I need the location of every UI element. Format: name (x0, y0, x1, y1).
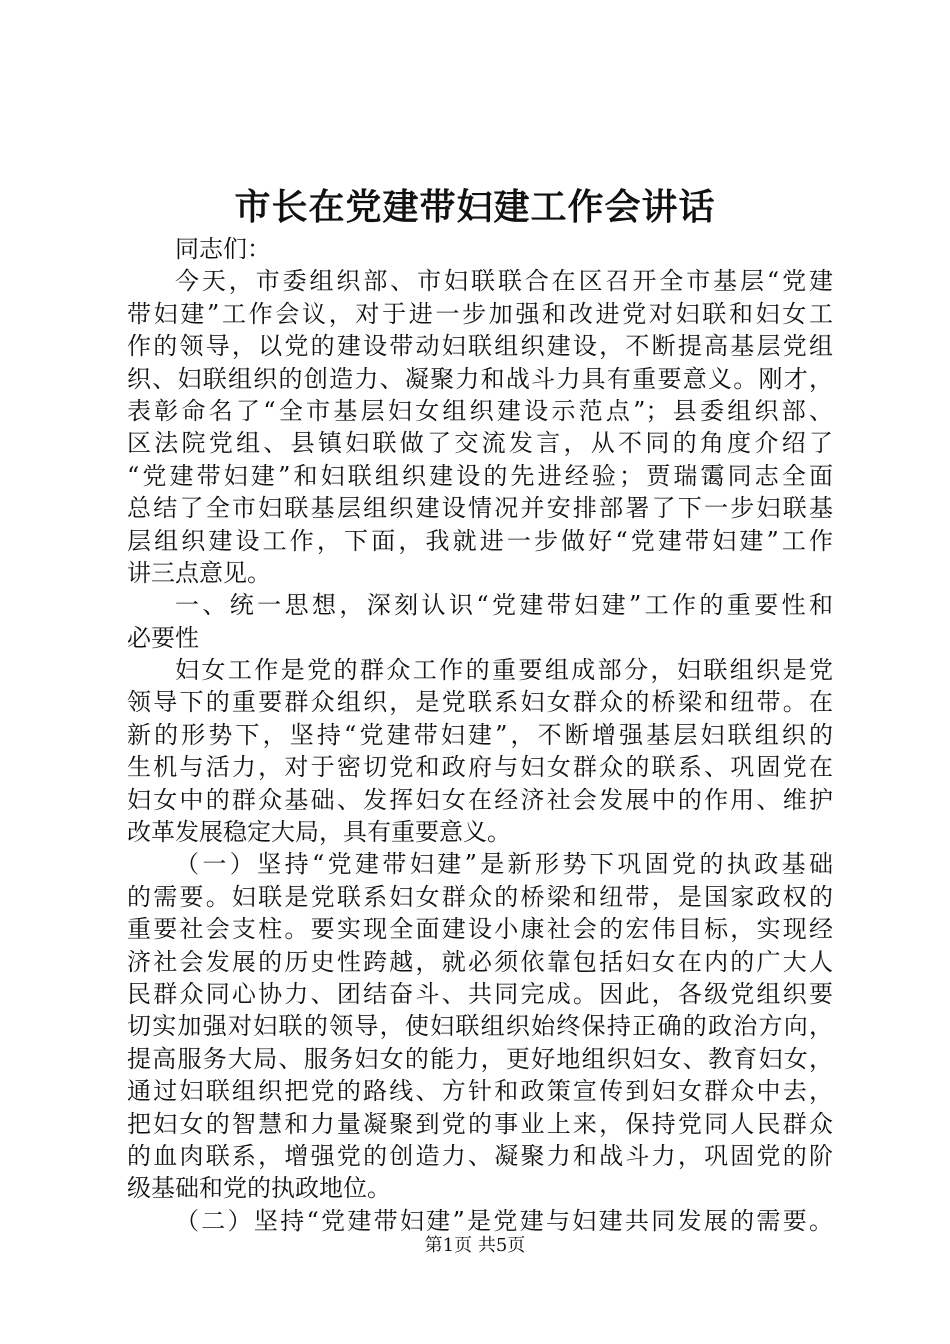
text-line: 提高服务大局、服务妇女的能力，更好地组织妇女、教育妇女， (127, 1044, 833, 1073)
text-line: 重要社会支柱。要实现全面建设小康社会的宏伟目标，实现经 (127, 915, 833, 944)
text-line: 的血肉联系，增强党的创造力、凝聚力和战斗力，巩固党的阶 (127, 1141, 833, 1170)
text-line: 济社会发展的历史性跨越，就必须依靠包括妇女在内的广大人 (127, 947, 833, 976)
page-footer: 第1页 共5页 (424, 1235, 526, 1256)
text-line: 必要性 (127, 623, 199, 652)
text-line: 层组织建设工作，下面，我就进一步做好“党建带妇建”工作 (127, 526, 833, 555)
text-line: 切实加强对妇联的领导，使妇联组织始终保持正确的政治方向， (127, 1012, 833, 1041)
text-line: 改革发展稳定大局，具有重要意义。 (127, 818, 511, 847)
text-line: 把妇女的智慧和力量凝聚到党的事业上来，保持党同人民群众 (127, 1109, 833, 1138)
text-line: 同志们： (175, 235, 271, 263)
text-line: 讲三点意见。 (127, 558, 271, 587)
text-line: 今天，市委组织部、市妇联联合在区召开全市基层“党建 (175, 267, 833, 296)
text-line: 的需要。妇联是党联系妇女群众的桥梁和纽带，是国家政权的 (127, 882, 833, 911)
text-line: 生机与活力，对于密切党和政府与妇女群众的联系、巩固党在 (127, 753, 833, 782)
text-line: 带妇建”工作会议，对于进一步加强和改进党对妇联和妇女工 (127, 299, 833, 328)
document-body (127, 233, 833, 1237)
text-line: 织、妇联组织的创造力、凝聚力和战斗力具有重要意义。刚才， (127, 364, 833, 393)
document-title: 市长在党建带妇建工作会讲话 (234, 186, 716, 228)
text-line: 妇女工作是党的群众工作的重要组成部分，妇联组织是党 (175, 656, 833, 685)
text-line: 妇女中的群众基础、发挥妇女在经济社会发展中的作用、维护 (127, 785, 833, 814)
text-line: “党建带妇建”和妇联组织建设的先进经验；贾瑞霭同志全面 (127, 461, 833, 490)
text-line: 区法院党组、县镇妇联做了交流发言，从不同的角度介绍了 (127, 429, 833, 458)
text-line: 通过妇联组织把党的路线、方针和政策宣传到妇女群众中去， (127, 1077, 833, 1106)
text-line: 民群众同心协力、团结奋斗、共同完成。因此，各级党组织要 (127, 979, 833, 1008)
text-line: 一、统一思想，深刻认识“党建带妇建”工作的重要性和 (175, 591, 833, 620)
text-line: （二）坚持“党建带妇建”是党建与妇建共同发展的需要。 (175, 1206, 833, 1235)
text-line: 新的形势下，坚持“党建带妇建”，不断增强基层妇联组织的 (127, 720, 833, 749)
text-line: 总结了全市妇联基层组织建设情况并安排部署了下一步妇联基 (127, 494, 833, 523)
text-line: 作的领导，以党的建设带动妇联组织建设，不断提高基层党组 (127, 332, 833, 361)
text-line: 表彰命名了“全市基层妇女组织建设示范点”；县委组织部、 (127, 396, 833, 425)
text-line: （一）坚持“党建带妇建”是新形势下巩固党的执政基础 (175, 850, 833, 879)
text-line: 级基础和党的执政地位。 (127, 1174, 391, 1203)
text-line: 领导下的重要群众组织，是党联系妇女群众的桥梁和纽带。在 (127, 688, 833, 717)
